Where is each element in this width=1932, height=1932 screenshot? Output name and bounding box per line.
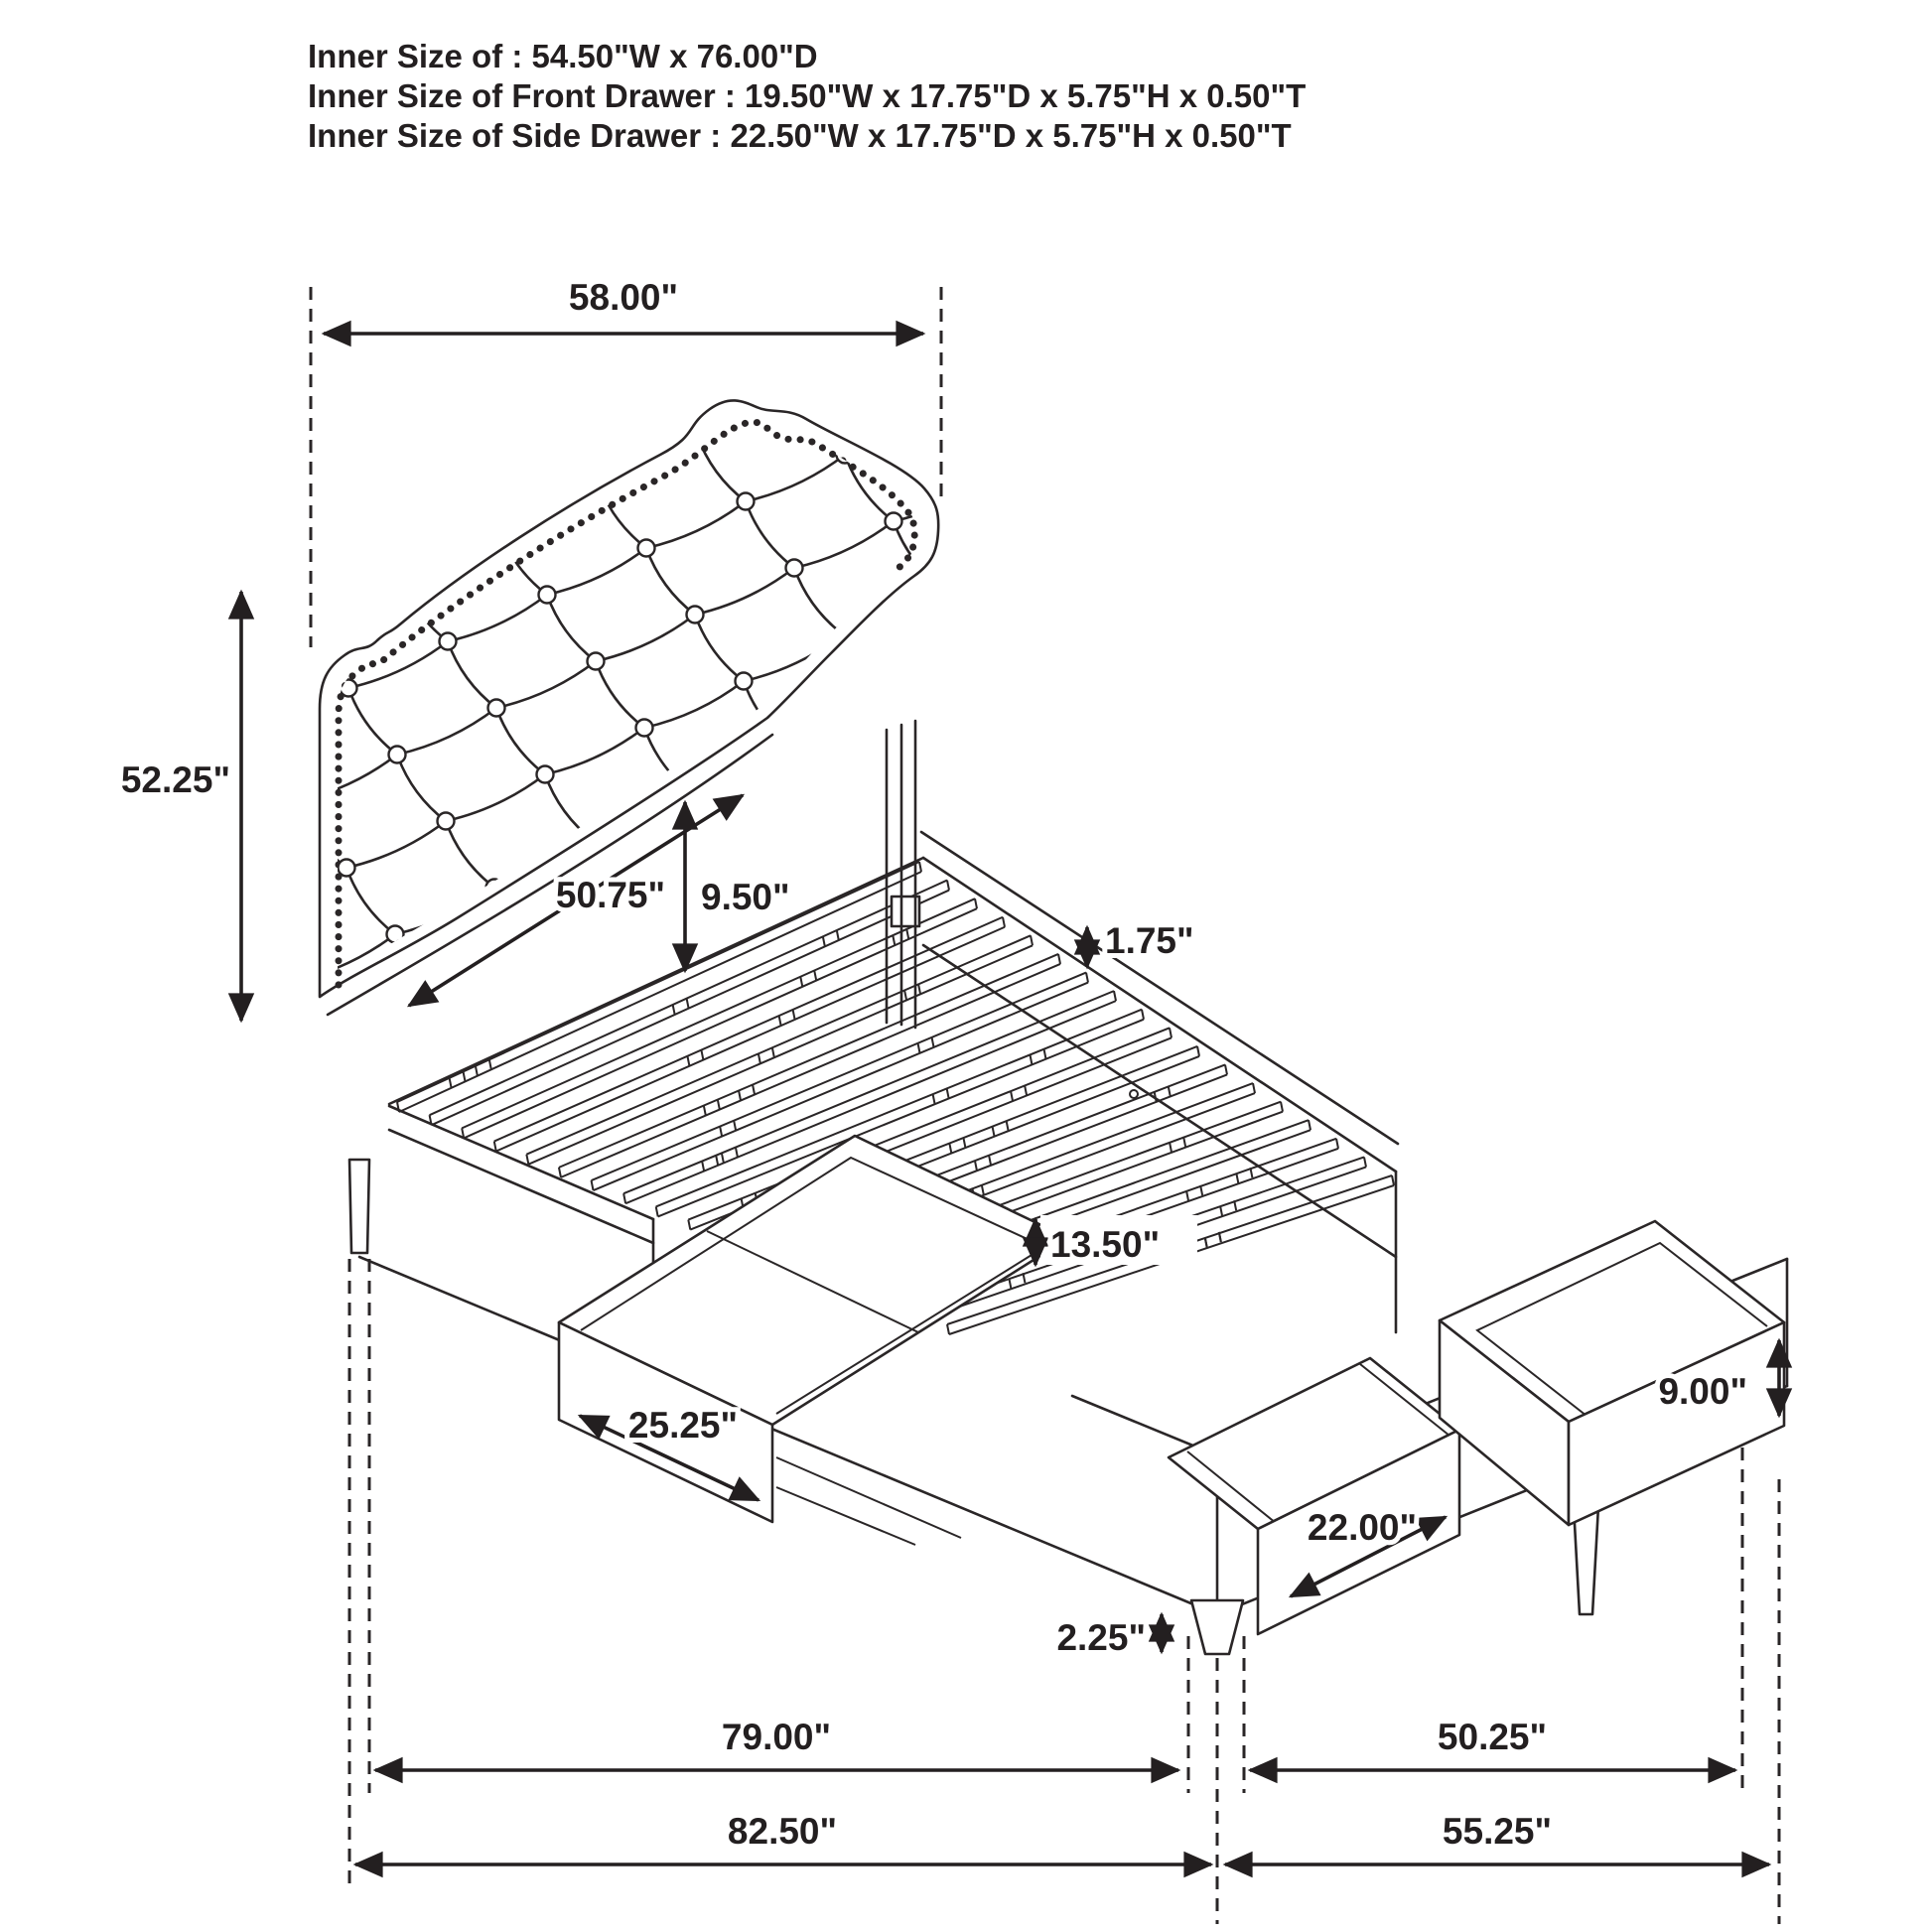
tuft-button — [932, 759, 949, 776]
generated-line — [790, 881, 890, 927]
generated-line — [561, 964, 1060, 1177]
tuft-button — [934, 580, 951, 597]
tuft-button — [436, 993, 453, 1010]
generated-line — [1281, 1102, 1283, 1112]
tuft-button — [936, 400, 953, 417]
generated-line — [1225, 1064, 1227, 1074]
tuft-button — [292, 614, 309, 630]
generated-line — [893, 935, 895, 945]
drawers — [559, 1136, 1784, 1634]
generated-line — [1025, 1085, 1027, 1095]
title-line-2: Inner Size of Front Drawer : 19.50"W x 17.75"D x 5.75"H x 0.50"T — [308, 77, 1307, 114]
generated-line — [892, 654, 991, 701]
dim-headboard-gap: 9.50" — [701, 877, 790, 917]
generated-line — [1220, 1206, 1222, 1216]
tuft-button — [294, 434, 311, 451]
generated-line — [444, 954, 543, 1001]
dim-slat-thickness: 1.75" — [1105, 920, 1194, 961]
tuft-button — [537, 766, 554, 783]
generated-line — [494, 888, 543, 954]
tuft-button — [535, 946, 552, 963]
title-block — [308, 38, 1306, 154]
dim-side-drawer-height: 9.00" — [1658, 1371, 1747, 1412]
generated-line — [790, 927, 839, 994]
tuft-button — [734, 853, 751, 870]
generated-line — [1030, 1054, 1032, 1064]
generated-line — [430, 881, 947, 1116]
generated-line — [906, 929, 908, 939]
generated-line — [949, 1144, 951, 1154]
generated-line — [687, 1056, 689, 1066]
front-drawer — [559, 1136, 1068, 1545]
tuft-button — [541, 407, 558, 424]
generated-line — [742, 814, 841, 861]
generated-line — [543, 954, 592, 1021]
tuft-button — [833, 806, 850, 823]
generated-line — [1186, 1191, 1188, 1201]
generated-line — [476, 1066, 478, 1076]
generated-line — [464, 1072, 466, 1082]
dim-total-length: 82.50" — [727, 1811, 838, 1852]
tuft-button — [490, 520, 507, 537]
generated-line — [492, 1021, 592, 1067]
generated-line — [919, 862, 921, 872]
tuft-button — [786, 560, 803, 577]
generated-line — [691, 927, 790, 974]
tuft-button — [393, 387, 410, 404]
generated-line — [444, 1001, 492, 1067]
side-drawer-left — [1169, 1358, 1459, 1634]
generated-line — [450, 462, 498, 528]
dim-headboard-height: 52.25" — [120, 759, 230, 800]
generated-line — [350, 508, 399, 575]
generated-line — [1170, 1143, 1172, 1153]
generated-line — [1236, 1173, 1238, 1183]
generated-line — [982, 1184, 984, 1194]
generated-line — [526, 1155, 528, 1165]
generated-line — [814, 971, 816, 981]
generated-line — [722, 1153, 724, 1163]
generated-line — [701, 1050, 703, 1060]
tuft-button — [636, 720, 653, 737]
tuft-button — [884, 693, 900, 710]
generated-line — [693, 794, 742, 861]
generated-line — [944, 408, 993, 475]
generated-line — [489, 1060, 491, 1070]
tuft-button — [442, 454, 459, 471]
generated-line — [559, 1168, 561, 1177]
tuft-button — [687, 607, 704, 623]
generated-line — [1364, 1157, 1366, 1167]
dim-side-drawer-span: 50.25" — [1437, 1717, 1548, 1757]
generated-line — [792, 748, 841, 814]
title-line-3: Inner Size of Side Drawer : 22.50"W x 17.75"D x 5.75"H x 0.50"T — [308, 117, 1292, 154]
tuft-button — [539, 587, 556, 604]
tuft-button — [288, 973, 305, 990]
generated-line — [843, 634, 892, 701]
generated-line — [736, 1147, 738, 1157]
generated-line — [904, 990, 906, 1000]
generated-line — [947, 1324, 949, 1334]
generated-line — [837, 930, 839, 940]
generated-line — [673, 1005, 675, 1015]
generated-line — [1058, 954, 1060, 964]
generated-line — [1142, 1010, 1144, 1020]
generated-line — [1392, 1175, 1394, 1185]
generated-line — [947, 881, 949, 891]
generated-line — [947, 1088, 949, 1098]
generated-line — [1336, 1139, 1338, 1149]
generated-line — [940, 767, 989, 834]
generated-line — [1309, 1120, 1311, 1130]
tuft-button — [738, 493, 755, 510]
generated-line — [792, 701, 892, 748]
tuft-button — [343, 500, 359, 517]
generated-line — [942, 588, 991, 654]
tuft-button — [788, 380, 805, 397]
generated-line — [1031, 935, 1033, 945]
dimension-annotations — [121, 277, 1779, 1864]
generated-line — [1170, 1028, 1172, 1037]
dim-headboard-panel-width: 50.75" — [555, 875, 666, 915]
generated-line — [1011, 1091, 1013, 1101]
generated-line — [932, 1037, 934, 1047]
generated-line — [793, 1010, 795, 1020]
tuft-button — [638, 540, 655, 557]
generated-line — [1003, 917, 1005, 927]
tuft-button — [440, 633, 457, 650]
generated-line — [432, 891, 949, 1126]
generated-line — [462, 898, 975, 1128]
tuft-button — [983, 646, 1000, 663]
generated-line — [975, 898, 977, 908]
generated-line — [302, 395, 401, 442]
generated-line — [559, 954, 1058, 1168]
generated-line — [975, 1161, 977, 1171]
left-rail-inner — [389, 1130, 653, 1243]
dim-total-width: 55.25" — [1442, 1811, 1553, 1852]
generated-line — [450, 1078, 452, 1088]
left-rail-top — [389, 1106, 653, 1219]
deck-right-rail-top — [923, 858, 1396, 1172]
generated-line — [656, 1206, 658, 1216]
generated-line — [1205, 1238, 1207, 1248]
generated-line — [592, 1180, 594, 1190]
tuft-button — [886, 513, 902, 530]
headboard-leg-left — [349, 1160, 369, 1253]
tuft-button — [391, 567, 408, 584]
deck-head-rail-top-edge — [921, 832, 1398, 1144]
generated-line — [401, 395, 450, 462]
generated-line — [841, 767, 940, 814]
tuft-button — [985, 467, 1002, 483]
generated-line — [302, 442, 350, 508]
corner-leg — [1191, 1600, 1243, 1654]
generated-line — [734, 1121, 736, 1131]
generated-line — [993, 1127, 995, 1137]
generated-line — [549, 415, 598, 482]
generated-line — [1009, 1279, 1011, 1289]
dim-headboard-width: 58.00" — [568, 277, 679, 318]
generated-line — [1114, 991, 1116, 1001]
generated-line — [464, 908, 977, 1138]
generated-line — [1197, 1046, 1199, 1056]
screw-dot — [1130, 1090, 1138, 1098]
generated-line — [989, 1155, 991, 1165]
generated-line — [1155, 1092, 1157, 1102]
generated-line — [841, 814, 890, 881]
generated-line — [759, 1053, 760, 1063]
dim-front-drawer-width: 25.25" — [627, 1405, 739, 1446]
dim-foot-height: 2.25" — [1056, 1617, 1146, 1658]
generated-line — [779, 1016, 781, 1026]
tuft-button — [981, 826, 998, 843]
generated-line — [345, 1001, 444, 1047]
generated-line — [772, 1047, 774, 1057]
front-drawer-slide — [776, 1487, 915, 1545]
tuft-button — [290, 793, 307, 810]
tuft-button — [640, 360, 657, 377]
tuft-button — [438, 813, 455, 830]
headboard — [288, 360, 1002, 1076]
generated-line — [688, 1220, 690, 1230]
generated-line — [300, 575, 399, 621]
generated-line — [720, 1127, 722, 1137]
generated-line — [933, 1094, 935, 1104]
generated-line — [648, 368, 697, 435]
tuft-button — [588, 653, 605, 670]
tuft-button — [736, 673, 753, 690]
generated-line — [800, 977, 802, 987]
generated-line — [739, 1091, 741, 1101]
generated-line — [1169, 1086, 1171, 1096]
generated-line — [450, 415, 549, 462]
tuft-button — [339, 860, 355, 877]
generated-line — [718, 1100, 720, 1110]
generated-line — [1043, 1048, 1045, 1058]
generated-line — [1007, 1121, 1009, 1131]
generated-line — [623, 1193, 625, 1203]
generated-line — [687, 999, 689, 1009]
generated-line — [716, 1156, 718, 1166]
generated-line — [753, 1085, 755, 1095]
generated-line — [704, 1106, 706, 1116]
generated-line — [549, 368, 648, 415]
title-line-1: Inner Size of : 54.50"W x 76.00"D — [308, 38, 818, 74]
dim-platform-length: 79.00" — [721, 1717, 832, 1757]
generated-line — [1183, 1137, 1185, 1147]
generated-line — [918, 1043, 920, 1053]
generated-line — [823, 936, 825, 946]
tuft-button — [389, 747, 406, 763]
tuft-button — [784, 740, 801, 757]
tuft-button — [488, 700, 505, 717]
generated-line — [963, 1138, 965, 1148]
generated-line — [890, 834, 989, 881]
generated-line — [702, 1162, 704, 1172]
dim-platform-height: 13.50" — [1050, 1224, 1161, 1265]
dim-side-drawer-width: 22.00" — [1307, 1507, 1418, 1548]
generated-line — [1086, 973, 1088, 983]
generated-line — [350, 462, 450, 508]
generated-line — [494, 1142, 496, 1152]
tuft-button — [337, 1039, 353, 1056]
generated-line — [1253, 1083, 1255, 1093]
generated-line — [918, 984, 920, 994]
